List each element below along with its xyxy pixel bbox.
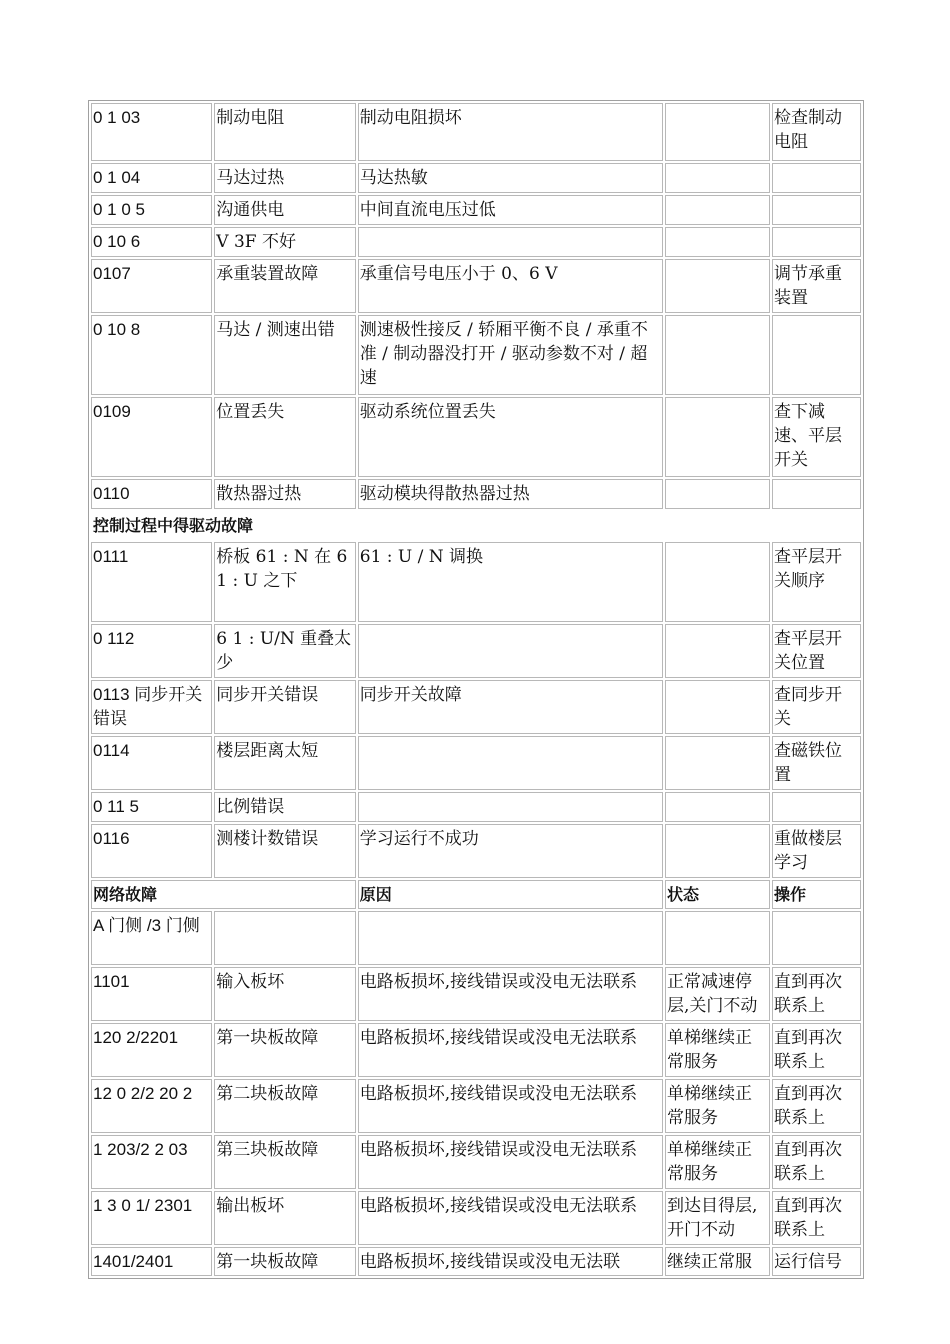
cause-cell [358,792,663,822]
table-row [91,736,861,790]
cause-cell: 61 : U / N 调换 [358,542,663,622]
cause-cell: 承重信号电压小于 0、6 V [358,259,663,313]
fault-name-cell: 马达 / 测速出错 [214,315,355,395]
header-cell: 操作 [772,880,861,909]
cause-cell: 电路板损坏,接线错误或没电无法联 [358,1247,663,1276]
fault-name-cell: 散热器过热 [214,479,355,509]
table-row [91,1135,861,1189]
status-cell [665,227,770,257]
code-cell: 0 1 04 [91,163,212,193]
cause-cell: 制动电阻损坏 [358,103,663,161]
status-cell [665,624,770,678]
action-cell: 检查制动电阻 [772,103,861,161]
fault-name-cell: 比例错误 [214,792,355,822]
status-cell: 单梯继续正常服务 [665,1023,770,1077]
cause-cell [358,911,663,965]
cause-cell: 中间直流电压过低 [358,195,663,225]
status-cell: 单梯继续正常服务 [665,1079,770,1133]
code-cell: 0107 [91,259,212,313]
cause-cell [358,227,663,257]
table-row [91,680,861,734]
code-cell: 0 1 03 [91,103,212,161]
status-cell [665,792,770,822]
table-row [91,103,861,161]
status-cell [665,163,770,193]
table-row [91,163,861,193]
section-title: 控制过程中得驱动故障 [93,516,254,535]
fault-name-cell: 输入板坏 [214,967,355,1021]
action-cell [772,911,861,965]
action-cell: 查磁铁位置 [772,736,861,790]
fault-name-cell: 马达过热 [214,163,355,193]
status-cell [665,259,770,313]
cause-cell: 同步开关故障 [358,680,663,734]
table-row [91,195,861,225]
table-row [91,967,861,1021]
code-cell: 0 112 [91,624,212,678]
action-cell: 重做楼层学习 [772,824,861,878]
cause-cell: 驱动模块得散热器过热 [358,479,663,509]
status-cell [665,479,770,509]
code-cell: 120 2/2201 [91,1023,212,1077]
status-cell [665,824,770,878]
table-row [91,259,861,313]
code-cell: 0 1 0 5 [91,195,212,225]
code-cell: 0114 [91,736,212,790]
action-cell: 直到再次联系上 [772,1191,861,1245]
table-row [91,1079,861,1133]
code-cell: 0110 [91,479,212,509]
action-cell: 运行信号 [772,1247,861,1276]
fault-code-table-body [91,103,861,1276]
fault-name-cell: 楼层距离太短 [214,736,355,790]
status-cell [665,542,770,622]
cause-cell: 电路板损坏,接线错误或没电无法联系 [358,1135,663,1189]
code-cell: 0116 [91,824,212,878]
table-row [91,227,861,257]
fault-name-cell: 制动电阻 [214,103,355,161]
action-cell: 直到再次联系上 [772,1023,861,1077]
code-cell: 0111 [91,542,212,622]
cause-cell: 电路板损坏,接线错误或没电无法联系 [358,1079,663,1133]
fault-name-cell: 输出板坏 [214,1191,355,1245]
status-cell [665,736,770,790]
status-cell: 单梯继续正常服务 [665,1135,770,1189]
fault-name-cell: 沟通供电 [214,195,355,225]
section-row [91,511,861,540]
table-row [91,479,861,509]
code-cell: A 门侧 /3 门侧 [91,911,212,965]
action-cell: 查平层开关顺序 [772,542,861,622]
table-row [91,624,861,678]
table-row [91,542,861,622]
cause-cell [358,736,663,790]
fault-name-cell: 第一块板故障 [214,1247,355,1276]
action-cell [772,227,861,257]
table-row [91,792,861,822]
header-row [91,880,861,909]
action-cell: 查平层开关位置 [772,624,861,678]
code-cell: 0 10 6 [91,227,212,257]
action-cell: 直到再次联系上 [772,1135,861,1189]
table-row [91,824,861,878]
action-cell [772,195,861,225]
status-cell [665,680,770,734]
status-cell [665,103,770,161]
table-row [91,1023,861,1077]
fault-name-cell: 第二块板故障 [214,1079,355,1133]
header-cell: 网络故障 [91,880,356,909]
table-row [91,911,861,965]
code-cell: 0 11 5 [91,792,212,822]
fault-name-cell: 第三块板故障 [214,1135,355,1189]
fault-name-cell: V 3F 不好 [214,227,355,257]
fault-name-cell: 测楼计数错误 [214,824,355,878]
table-row [91,1247,861,1276]
action-cell [772,163,861,193]
action-cell: 直到再次联系上 [772,1079,861,1133]
status-cell [665,195,770,225]
table-row [91,1191,861,1245]
action-cell: 查同步开关 [772,680,861,734]
header-cell: 原因 [358,880,663,909]
status-cell: 继续正常服 [665,1247,770,1276]
fault-name-cell: 6 1 : U/N 重叠太少 [214,624,355,678]
fault-name-cell: 第一块板故障 [214,1023,355,1077]
cause-cell: 学习运行不成功 [358,824,663,878]
fault-code-table [88,100,864,1279]
cause-cell [358,624,663,678]
code-cell: 0109 [91,397,212,477]
code-cell: 1 3 0 1/ 2301 [91,1191,212,1245]
action-cell: 查下减速、平层开关 [772,397,861,477]
code-cell: 0113 同步开关错误 [91,680,212,734]
cause-cell: 马达热敏 [358,163,663,193]
status-cell [665,397,770,477]
table-row [91,315,861,395]
action-cell [772,792,861,822]
fault-name-cell: 承重装置故障 [214,259,355,313]
cause-cell: 电路板损坏,接线错误或没电无法联系 [358,1191,663,1245]
action-cell: 调节承重装置 [772,259,861,313]
status-cell [665,315,770,395]
code-cell: 1101 [91,967,212,1021]
code-cell: 12 0 2/2 20 2 [91,1079,212,1133]
status-cell [665,911,770,965]
cause-cell: 驱动系统位置丢失 [358,397,663,477]
fault-name-cell: 同步开关错误 [214,680,355,734]
table-row [91,397,861,477]
header-cell: 状态 [665,880,770,909]
cause-cell: 测速极性接反 / 轿厢平衡不良 / 承重不准 / 制动器没打开 / 驱动参数不对 / 超速 [358,315,663,395]
fault-name-cell [214,911,355,965]
status-cell: 到达目得层,开门不动 [665,1191,770,1245]
code-cell: 1 203/2 2 03 [91,1135,212,1189]
action-cell: 直到再次联系上 [772,967,861,1021]
cause-cell: 电路板损坏,接线错误或没电无法联系 [358,1023,663,1077]
code-cell: 0 10 8 [91,315,212,395]
cause-cell: 电路板损坏,接线错误或没电无法联系 [358,967,663,1021]
action-cell [772,315,861,395]
action-cell [772,479,861,509]
fault-name-cell: 桥板 61 : N 在 6 1 : U 之下 [214,542,355,622]
code-cell: 1401/2401 [91,1247,212,1276]
status-cell: 正常减速停层,关门不动 [665,967,770,1021]
fault-name-cell: 位置丢失 [214,397,355,477]
